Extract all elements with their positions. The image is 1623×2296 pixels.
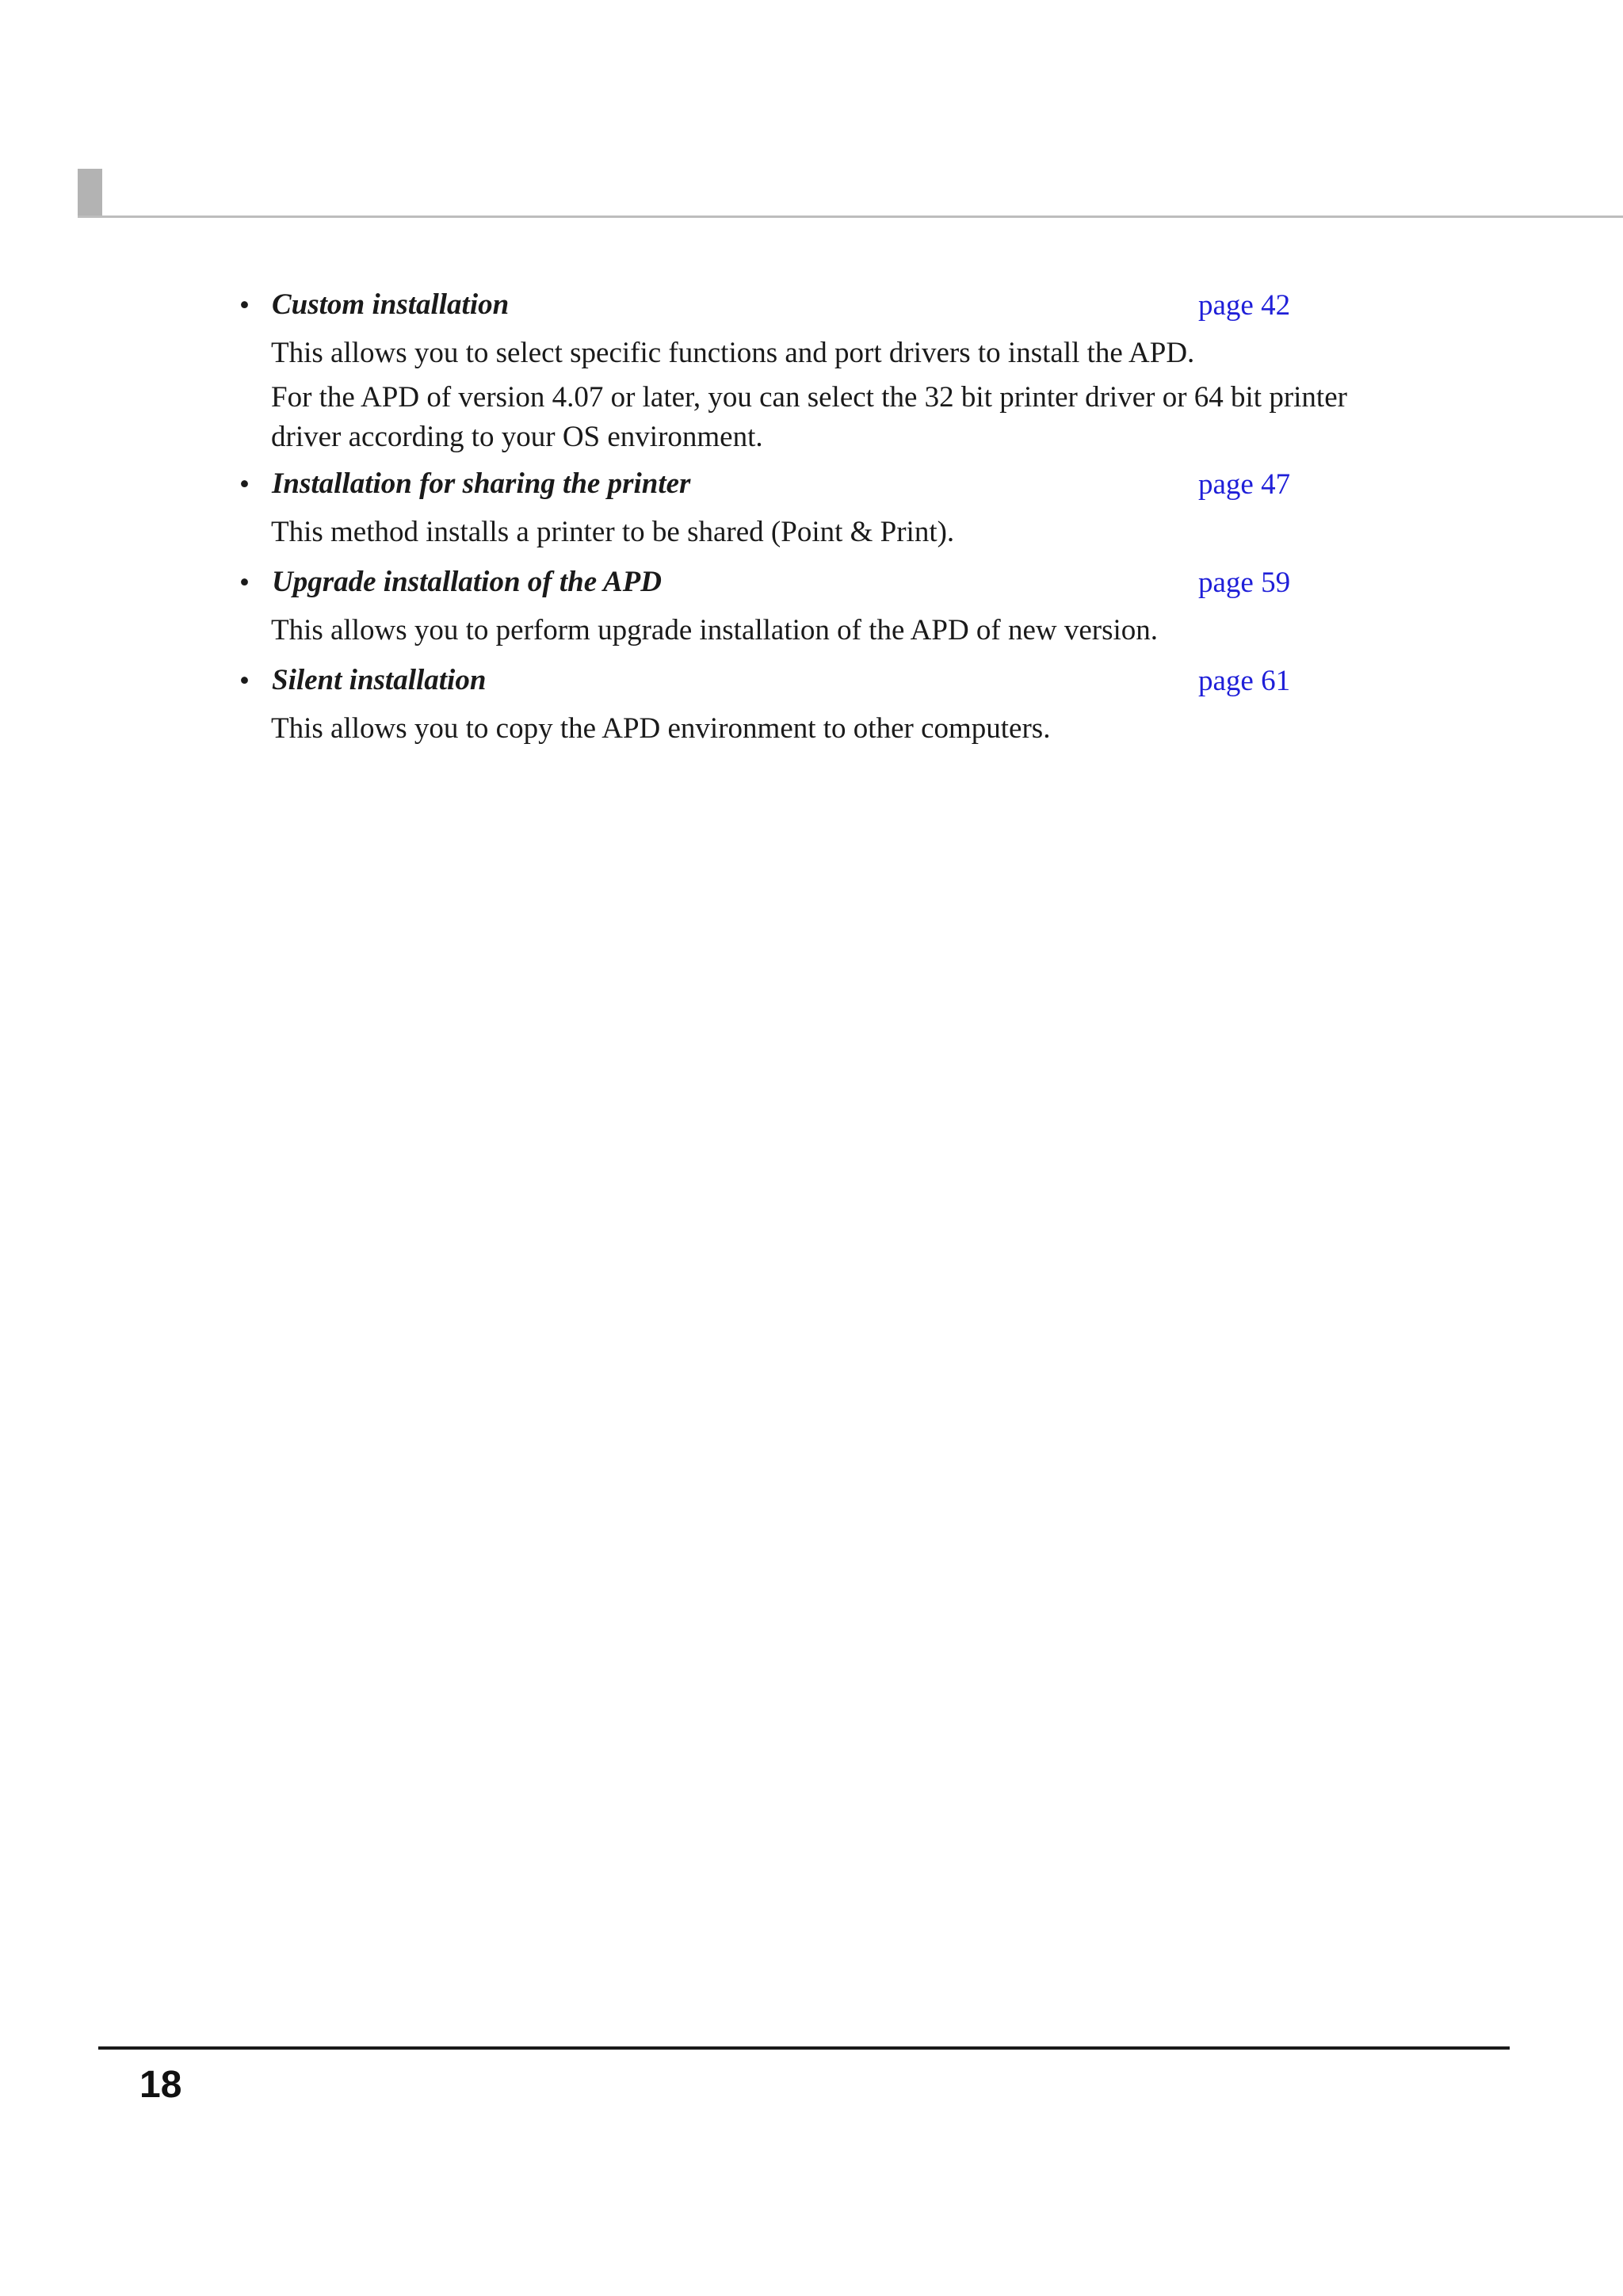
footer-rule	[98, 2046, 1510, 2050]
bullet: •	[239, 566, 250, 599]
entry-description-line: This allows you to copy the APD environment to other computers.	[271, 712, 1051, 745]
page-number: 18	[139, 2064, 182, 2106]
header-tab-marker	[78, 169, 102, 216]
entry-description-line: For the APD of version 4.07 or later, you can select the 32 bit printer driver or 64 bit printer	[271, 381, 1347, 414]
entry-title: Silent installation	[272, 664, 487, 696]
page-reference-link[interactable]: page 59	[1198, 566, 1291, 599]
page-reference-link[interactable]: page 42	[1198, 289, 1291, 322]
entry-title: Custom installation	[272, 288, 510, 321]
entry-description-line: driver according to your OS environment.	[271, 421, 763, 453]
bullet: •	[239, 665, 250, 697]
entry-description-line: This allows you to select specific functions and port drivers to install the APD.	[271, 337, 1195, 369]
entry-title: Upgrade installation of the APD	[272, 566, 663, 598]
bullet: •	[239, 289, 250, 322]
entry-title: Installation for sharing the printer	[272, 467, 691, 500]
header-rule	[78, 215, 1623, 218]
page-reference-link[interactable]: page 61	[1198, 665, 1291, 697]
page-reference-link[interactable]: page 47	[1198, 468, 1291, 501]
bullet: •	[239, 468, 250, 501]
entry-description-line: This allows you to perform upgrade installation of the APD of new version.	[271, 614, 1159, 646]
entry-description-line: This method installs a printer to be shared (Point & Print).	[271, 516, 955, 548]
